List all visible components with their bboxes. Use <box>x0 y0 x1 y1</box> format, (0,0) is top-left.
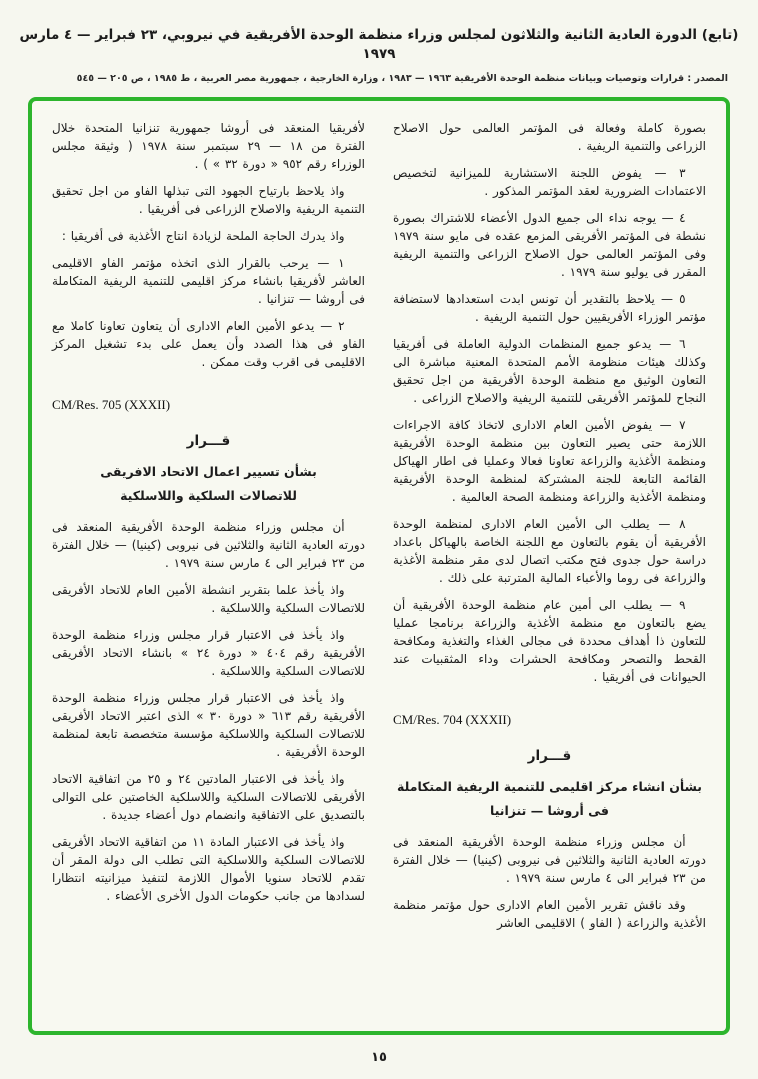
page-number: ١٥ <box>371 1049 387 1065</box>
document-header <box>0 0 758 84</box>
paragraph: وقد ناقش تقرير الأمين العام الادارى حول مؤتمر منظمة الأغذية والزراعة ( الفاو ) الاقليمى العاشر <box>393 898 706 931</box>
paragraph: واذ يأخذ فى الاعتبار المادة ١١ من اتفاقية الاتحاد الأفريقى للاتصالات السلكية واللاسلكية التى تطلب الى دولة المقر أن تقدم للاتحاد سنويا الأموال اللازمة لتنفيذ ميزانيته انتظارا لسدادها من جانب حكومات الدول الأخرى الأعضاء . <box>52 835 365 904</box>
resolution-number: CM/Res. 704 (XXXII) <box>393 711 512 727</box>
numbered-clause: ٨ — يطلب الى الأمين العام الادارى لمنظمة الوحدة الأفريقية أن يقوم بالتعاون مع اللجنة الخاصة بالهياكل باعداد دراسة حول جدوى فتح مكتب اتصال لدى مقر منظمة الأغذية والزراعة فى روما والأعباء المالية المترتبة على ذلك . <box>393 516 706 585</box>
numbered-clause: ٤ — يوجه نداء الى جميع الدول الأعضاء للاشتراك بصورة نشطة فى المؤتمر الأفريقى المزمع عقده فى مايو سنة ١٩٧٩ وفى المؤتمر العالمى حول الاصلاح الزراعى والتنمية الريفية المقرر فى يوليو سنة ١٩٧٩ . <box>393 210 706 279</box>
numbered-clause: ٣ — يفوض اللجنة الاستشارية للميزانية لتخصيص الاعتمادات الضرورية لعقد المؤتمر المذكور . <box>393 165 706 198</box>
paragraph: أن مجلس وزراء منظمة الوحدة الأفريقية المنعقد فى دورته العادية الثانية والثلاثين فى نيروبى (كينيا) — خلال الفترة من ٢٣ فبراير الى ٤ مارس سنة ١٩٧٩ . <box>52 520 365 571</box>
paragraph: واذ يدرك الحاجة الملحة لزيادة انتاج الأغذية فى أفريقيا : <box>61 228 345 243</box>
paragraph: واذ يلاحظ بارتياح الجهود التى تبذلها الفاو من اجل تحقيق التنمية الريفية والاصلاح الزراعى فى أفريقيا . <box>52 183 365 216</box>
resolution-number: CM/Res. 705 (XXXII) <box>52 396 171 412</box>
paragraph: واذ يأخذ فى الاعتبار قرار مجلس وزراء منظمة الوحدة الأفريقية رقم ٤٠٤ « دورة ٢٤ » بانشاء الاتحاد الأفريقى للاتصالات السلكية واللاسلكية . <box>52 628 365 679</box>
resolution-subtitle: فى أروشا — تنزانيا <box>490 802 609 818</box>
paragraph-continuation: لأفريقيا المنعقد فى أروشا جمهورية تنزانيا المتحدة خلال الفترة من ١٨ — ٢٩ سبتمبر سنة ١٩٧٨ ( وثيقة مجلس الوزراء رقم ٩٥٢ « دورة ٣٢ » ) . <box>52 120 366 171</box>
content-frame <box>28 97 730 1035</box>
paragraph: واذ يأخذ فى الاعتبار المادتين ٢٤ و ٢٥ من اتفاقية الاتحاد الأفريقى للاتصالات السلكية واللاسلكية الخاصتين على التوالى بالتصديق على الاتفاقية وانضمام دول أعضاء جديدة . <box>52 772 365 823</box>
paragraph: واذ يأخذ فى الاعتبار قرار مجلس وزراء منظمة الوحدة الأفريقية رقم ٦١٣ « دورة ٣٠ » الذى اعتبر الاتحاد الأفريقى للاتصالات السلكية واللاسلكية مؤسسة متخصصة تابعة لمنظمة الوحدة الأفريقية . <box>52 691 365 760</box>
numbered-clause: ١ — يرحب بالقرار الذى اتخذه مؤتمر الفاو الاقليمى العاشر لأفريقيا بانشاء مركز اقليمى للتنمية الريفية المتكاملة فى أروشا — تنزانيا . <box>52 255 365 306</box>
numbered-clause: ٧ — يفوض الأمين العام الادارى لاتخاذ كافة الاجراءات اللازمة حتى يصير التعاون بين منظمة الوحدة الأفريقية ومنظمة الأغذية والزراعة تعاونا فعالا وعمليا فى اطار الهياكل القائمة التابعة للجنة المشتركة لمنظمة الوحدة الأفريقية ومنظمة الأغذية والزراعة ومنظمة الصحة العالمية . <box>393 417 706 504</box>
resolution-title: قـــرار <box>527 747 572 764</box>
resolution-subtitle: للاتصالات السلكية واللاسلكية <box>120 487 297 503</box>
paragraph: واذ يأخذ علما بتقرير انشطة الأمين العام للاتحاد الأفريقى للاتصالات السلكية واللاسلكية . <box>52 583 365 616</box>
document-header-title: (تابع) الدورة العادية الثانية والثلاثون لمجلس وزراء منظمة الوحدة الأفريقية في نيروبي، ٢٣ فبراير — ٤ مارس ١٩٧٩ <box>19 27 739 62</box>
numbered-clause: ٩ — يطلب الى أمين عام منظمة الوحدة الأفريقية أن يضع بالتعاون مع منظمة الأغذية والزراعة برنامجا عمليا للتعاون ذا أهداف محددة فى مجالى الغذاء والتغذية ومكافحة القحط والتصحر ومكافحة الحشرات وداء المثقبيات عند الحيوانات فى أفريقيا . <box>393 597 706 684</box>
paragraph: أن مجلس وزراء منظمة الوحدة الأفريقية المنعقد فى دورته العادية الثانية والثلاثين فى نيروبى (كينيا) — خلال الفترة من ٢٣ فبراير الى ٤ مارس سنة ١٩٧٩ . <box>393 835 706 886</box>
numbered-clause: ٥ — يلاحظ بالتقدير أن تونس ابدت استعدادها لاستضافة مؤتمر الوزراء الأفريقيين حول التنمية الريفية . <box>393 291 706 324</box>
numbered-clause: ٦ — يدعو جميع المنظمات الدولية العاملة فى أفريقيا وكذلك هيئات منظومة الأمم المتحدة المعنية مباشرة الى التعاون الوثيق مع منظمة الوحدة الأفريقية من اجل تحقيق النجاح للمؤتمر الأفريقى للتنمية الريفية والاصلاح الزراعى . <box>393 336 706 405</box>
numbered-clause: ٢ — يدعو الأمين العام الادارى أن يتعاون تعاونا كاملا مع الفاو فى هذا الصدد وأن يعمل على بدء تشغيل المركز الاقليمى فى اقرب وقت ممكن . <box>52 318 365 369</box>
paragraph-continuation: بصورة كاملة وفعالة فى المؤتمر العالمى حول الاصلاح الزراعى والتنمية الريفية . <box>393 120 706 153</box>
text-column-left <box>52 119 365 942</box>
text-columns <box>52 119 706 942</box>
text-column-right <box>393 119 706 942</box>
resolution-subtitle: بشأن انشاء مركز اقليمى للتنمية الريفية المتكاملة <box>397 778 702 794</box>
resolution-subtitle: بشأن تسيير اعمال الاتحاد الافريقى <box>100 463 317 479</box>
document-source-line: المصدر : قرارات وتوصيات وبيانات منظمة الوحدة الأفريقية ١٩٦٣ — ١٩٨٣ ، وزارة الخارجية ، جمهورية مصر العربية ، ط ١٩٨٥ ، ص ٢٠٥ — ٥٤٥ <box>76 72 728 84</box>
resolution-title: قـــرار <box>186 432 231 449</box>
